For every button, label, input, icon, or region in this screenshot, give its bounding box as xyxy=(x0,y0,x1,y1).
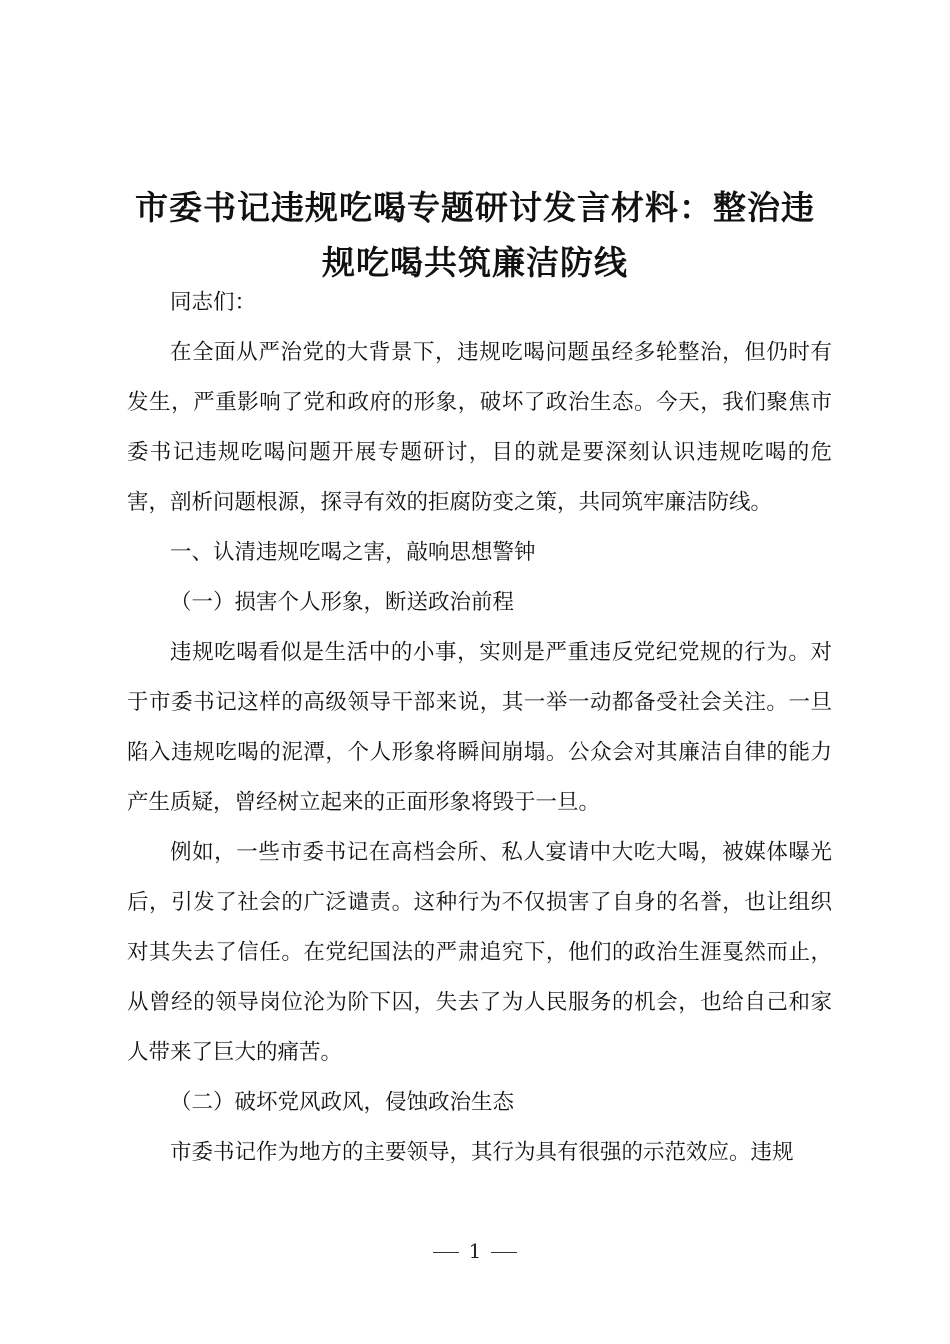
page-number: 1 xyxy=(468,1239,482,1263)
subsection-heading: （一）损害个人形象，断送政治前程 xyxy=(170,590,515,615)
body-paragraph: 市委书记作为地方的主要领导，其行为具有很强的示范效应。违规 xyxy=(170,1140,794,1165)
body-paragraph: 例如，一些市委书记在高档会所、私人宴请中大吃大喝，被媒体曝光后，引发了社会的广泛谴责。这种行为不仅损害了自身的名誉，也让组织对其失去了信任。在党纪国法的严肃追究下，他们的政治生涯戛然而止，从曾经的领导岗位沦为阶下囚，失去了为人民服务的机会，也给自己和家人带来了巨大的痛苦。 xyxy=(127,840,832,1065)
page-footer xyxy=(0,1236,950,1266)
document-body xyxy=(127,278,832,1178)
intro-paragraph: 在全面从严治党的大背景下，违规吃喝问题虽经多轮整治，但仍时有发生，严重影响了党和政府的形象，破坏了政治生态。今天，我们聚焦市委书记违规吃喝问题开展专题研讨，目的就是要深刻认识违规吃喝的危害，剖析问题根源，探寻有效的拒腐防变之策，共同筑牢廉洁防线。 xyxy=(127,340,832,515)
document-title: 市委书记违规吃喝专题研讨发言材料：整治违规吃喝共筑廉洁防线 xyxy=(135,188,815,282)
section-heading: 一、认清违规吃喝之害，敲响思想警钟 xyxy=(170,540,536,565)
footer-dash-right xyxy=(491,1252,517,1253)
body-paragraph: 违规吃喝看似是生活中的小事，实则是严重违反党纪党规的行为。对于市委书记这样的高级领导干部来说，其一举一动都备受社会关注。一旦陷入违规吃喝的泥潭，个人形象将瞬间崩塌。公众会对其廉洁自律的能力产生质疑，曾经树立起来的正面形象将毁于一旦。 xyxy=(127,640,832,815)
subsection-heading: （二）破坏党风政风，侵蚀政治生态 xyxy=(170,1090,515,1115)
greeting-paragraph: 同志们： xyxy=(170,290,257,315)
footer-dash-left xyxy=(433,1252,459,1253)
